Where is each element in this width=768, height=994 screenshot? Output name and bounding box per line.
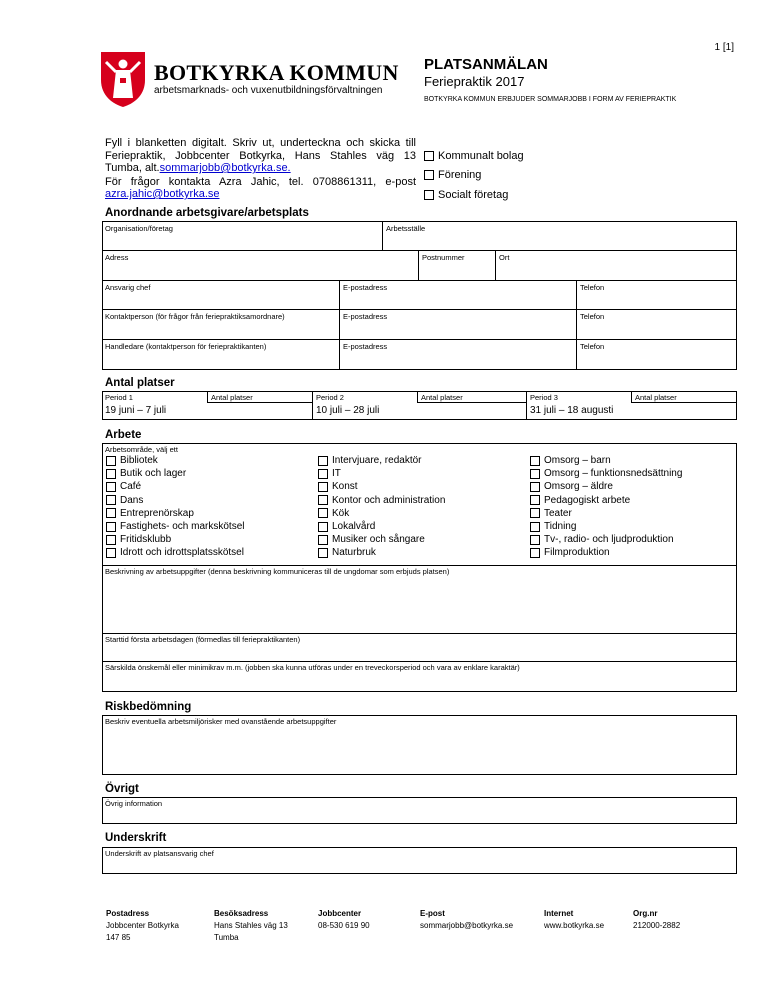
checkbox-socialt-foretag[interactable]: Socialt företag: [424, 189, 508, 201]
label-contact-email: E-postadress: [343, 312, 388, 321]
label-supervisor-phone: Telefon: [580, 342, 605, 351]
section-heading-risk: Riskbedömning: [105, 701, 192, 713]
work-area-option[interactable]: Filmproduktion: [530, 547, 610, 558]
label-period-3-count: Antal platser: [635, 393, 677, 402]
footer-org-number: Org.nr 212000-2882: [633, 909, 681, 930]
input-contact-email[interactable]: [340, 321, 575, 339]
label-work-area: Arbetsområde, välj ett: [105, 445, 178, 454]
label-manager-email: E-postadress: [343, 283, 388, 292]
work-area-option[interactable]: Idrott och idrottsplatsskötsel: [106, 547, 244, 558]
label-workplace: Arbetsställe: [386, 224, 426, 233]
checkbox-icon[interactable]: [106, 548, 116, 558]
checkbox-kommunalt-bolag[interactable]: Kommunalt bolag: [424, 150, 524, 162]
input-signature[interactable]: [103, 858, 736, 873]
page-number: 1 [1]: [714, 42, 734, 53]
work-area-option[interactable]: Omsorg – funktionsnedsättning: [530, 468, 682, 479]
input-special-requests[interactable]: [103, 672, 736, 691]
label-period-2-count: Antal platser: [421, 393, 463, 402]
email-link-azra[interactable]: azra.jahic@botkyrka.se: [105, 188, 220, 200]
work-area-option[interactable]: Fritidsklubb: [106, 534, 171, 545]
label-period-1: Period 1: [105, 393, 133, 402]
label-signature: Underskrift av platsansvarig chef: [105, 849, 214, 858]
input-contact[interactable]: [103, 321, 338, 339]
signature-box: [102, 847, 737, 874]
work-area-option[interactable]: Kök: [318, 508, 349, 519]
email-link-sommarjobb[interactable]: sommarjobb@botkyrka.se.: [159, 162, 291, 174]
footer-visiting-address: Besöksadress Hans Stahles väg 13 Tumba: [214, 909, 288, 942]
checkbox-icon[interactable]: [530, 508, 540, 518]
checkbox-icon[interactable]: [424, 190, 434, 200]
work-area-option[interactable]: Tv-, radio- och ljudproduktion: [530, 534, 674, 545]
checkbox-icon[interactable]: [106, 508, 116, 518]
work-area-option[interactable]: Konst: [318, 481, 358, 492]
input-manager-phone[interactable]: [577, 292, 736, 309]
section-heading-other: Övrigt: [105, 783, 139, 795]
input-start-time[interactable]: [103, 644, 736, 661]
checkbox-icon[interactable]: [106, 456, 116, 466]
label-city: Ort: [499, 253, 510, 262]
work-area-option[interactable]: Lokalvård: [318, 521, 375, 532]
label-manager: Ansvarig chef: [105, 283, 151, 292]
label-special-requests: Särskilda önskemål eller minimikrav m.m. (jobben ska kunna utföras under en treveckorsperiod och vara av enklare karaktär): [105, 663, 520, 672]
work-area-option[interactable]: Pedagogiskt arbete: [530, 495, 630, 506]
form-title: PLATSANMÄLAN: [424, 56, 548, 73]
checkbox-icon[interactable]: [106, 522, 116, 532]
checkbox-icon[interactable]: [424, 151, 434, 161]
label-contact: Kontaktperson (för frågor från feriepraktiksamordnare): [105, 312, 285, 321]
checkbox-icon[interactable]: [530, 535, 540, 545]
org-name: BOTKYRKA KOMMUN: [154, 60, 399, 85]
form-subtitle: Feriepraktik 2017: [424, 74, 525, 89]
label-contact-phone: Telefon: [580, 312, 605, 321]
botkyrka-coat-of-arms-logo: [99, 50, 147, 108]
input-period-2-count[interactable]: [418, 403, 525, 419]
footer-jobbcenter: Jobbcenter 08-530 619 90: [318, 909, 370, 930]
places-table: [102, 391, 737, 420]
work-area-option[interactable]: Dans: [106, 495, 143, 506]
checkbox-icon[interactable]: [106, 495, 116, 505]
checkbox-icon[interactable]: [530, 456, 540, 466]
work-area-option[interactable]: Intervjuare, redaktör: [318, 455, 422, 466]
label-period-2: Period 2: [316, 393, 344, 402]
work-area-option[interactable]: Teater: [530, 508, 572, 519]
work-area-option[interactable]: Naturbruk: [318, 547, 376, 558]
input-supervisor-phone[interactable]: [577, 351, 736, 369]
section-heading-signature: Underskrift: [105, 832, 167, 844]
label-organisation: Organisation/företag: [105, 224, 173, 233]
work-area-option[interactable]: Kontor och administration: [318, 495, 445, 506]
checkbox-icon[interactable]: [318, 508, 328, 518]
label-address: Adress: [105, 253, 129, 262]
checkbox-icon[interactable]: [424, 170, 434, 180]
work-area-option[interactable]: Musiker och sångare: [318, 534, 425, 545]
checkbox-icon[interactable]: [318, 456, 328, 466]
work-area-option[interactable]: Bibliotek: [106, 455, 158, 466]
checkbox-icon[interactable]: [106, 469, 116, 479]
form-note: BOTKYRKA KOMMUN ERBJUDER SOMMARJOBB I FORM AV FERIEPRAKTIK: [424, 96, 677, 103]
checkbox-icon[interactable]: [530, 469, 540, 479]
input-contact-phone[interactable]: [577, 321, 736, 339]
label-postal-code: Postnummer: [422, 253, 465, 262]
section-heading-work: Arbete: [105, 429, 142, 441]
label-period-1-count: Antal platser: [211, 393, 253, 402]
footer-internet: Internet www.botkyrka.se: [544, 909, 605, 930]
period-1-dates: 19 juni – 7 juli: [105, 405, 167, 416]
input-workplace[interactable]: [383, 232, 736, 250]
input-other[interactable]: [103, 808, 736, 823]
input-period-3-count[interactable]: [632, 403, 736, 419]
checkbox-forening[interactable]: Förening: [424, 169, 481, 181]
checkbox-icon[interactable]: [318, 522, 328, 532]
checkbox-icon[interactable]: [318, 482, 328, 492]
checkbox-icon[interactable]: [530, 482, 540, 492]
label-manager-phone: Telefon: [580, 283, 605, 292]
input-manager[interactable]: [103, 292, 338, 309]
section-heading-employer: Anordnande arbetsgivare/arbetsplats: [105, 207, 309, 219]
work-area-option[interactable]: Café: [106, 481, 141, 492]
department-name: arbetsmarknads- och vuxenutbildningsförvaltningen: [154, 85, 383, 96]
period-3-dates: 31 juli – 18 augusti: [530, 405, 614, 416]
work-area-option[interactable]: Omsorg – äldre: [530, 481, 613, 492]
footer-postal-address: Postadress Jobbcenter Botkyrka 147 85: [106, 909, 179, 942]
input-period-1-count[interactable]: [208, 403, 311, 419]
checkbox-icon[interactable]: [530, 522, 540, 532]
input-supervisor-email[interactable]: [340, 351, 575, 369]
input-supervisor[interactable]: [103, 351, 338, 369]
label-other: Övrig information: [105, 799, 163, 808]
section-heading-places: Antal platser: [105, 377, 175, 389]
work-area-option[interactable]: Entreprenörskap: [106, 508, 194, 519]
work-area-option[interactable]: Tidning: [530, 521, 576, 532]
input-risk[interactable]: [103, 726, 736, 774]
other-box: [102, 797, 737, 824]
work-area-option[interactable]: Butik och lager: [106, 468, 186, 479]
input-description[interactable]: [103, 576, 736, 633]
input-organisation[interactable]: [103, 232, 381, 250]
label-supervisor-email: E-postadress: [343, 342, 388, 351]
risk-box: [102, 715, 737, 775]
checkbox-icon[interactable]: [530, 548, 540, 558]
footer-email: E-post sommarjobb@botkyrka.se: [420, 909, 514, 930]
input-city[interactable]: [496, 262, 736, 280]
work-area-option[interactable]: Fastighets- och markskötsel: [106, 521, 245, 532]
input-manager-email[interactable]: [340, 292, 575, 309]
label-supervisor: Handledare (kontaktperson för feriepraktikanten): [105, 342, 267, 351]
label-risk: Beskriv eventuella arbetsmiljörisker med ovanstående arbetsuppgifter: [105, 717, 337, 726]
intro-text: Fyll i blanketten digitalt. Skriv ut, underteckna och skicka till Feriepraktik, Jobbcenter Botkyrka, Hans Stahles väg 13 Tumba, alt.sommarjobb@botkyrka.se. För frågor kontakta Azra Jahic, tel. 0708861311, e-post azra.jahic@botkyrka.se: [105, 137, 416, 200]
work-table: [102, 443, 737, 692]
label-period-3: Period 3: [530, 393, 558, 402]
checkbox-icon[interactable]: [318, 495, 328, 505]
checkbox-icon[interactable]: [318, 469, 328, 479]
employer-table: [102, 221, 737, 370]
label-description: Beskrivning av arbetsuppgifter (denna beskrivning kommuniceras till de ungdomar som erbjuds platsen): [105, 567, 450, 576]
checkbox-icon[interactable]: [318, 548, 328, 558]
work-area-option[interactable]: Omsorg – barn: [530, 455, 611, 466]
period-2-dates: 10 juli – 28 juli: [316, 405, 380, 416]
label-start-time: Starttid första arbetsdagen (förmedlas till feriepraktikanten): [105, 635, 301, 644]
input-address[interactable]: [103, 262, 417, 280]
work-area-option[interactable]: IT: [318, 468, 341, 479]
checkbox-icon[interactable]: [106, 535, 116, 545]
checkbox-icon[interactable]: [530, 495, 540, 505]
input-postal-code[interactable]: [419, 262, 494, 280]
checkbox-icon[interactable]: [318, 535, 328, 545]
checkbox-icon[interactable]: [106, 482, 116, 492]
